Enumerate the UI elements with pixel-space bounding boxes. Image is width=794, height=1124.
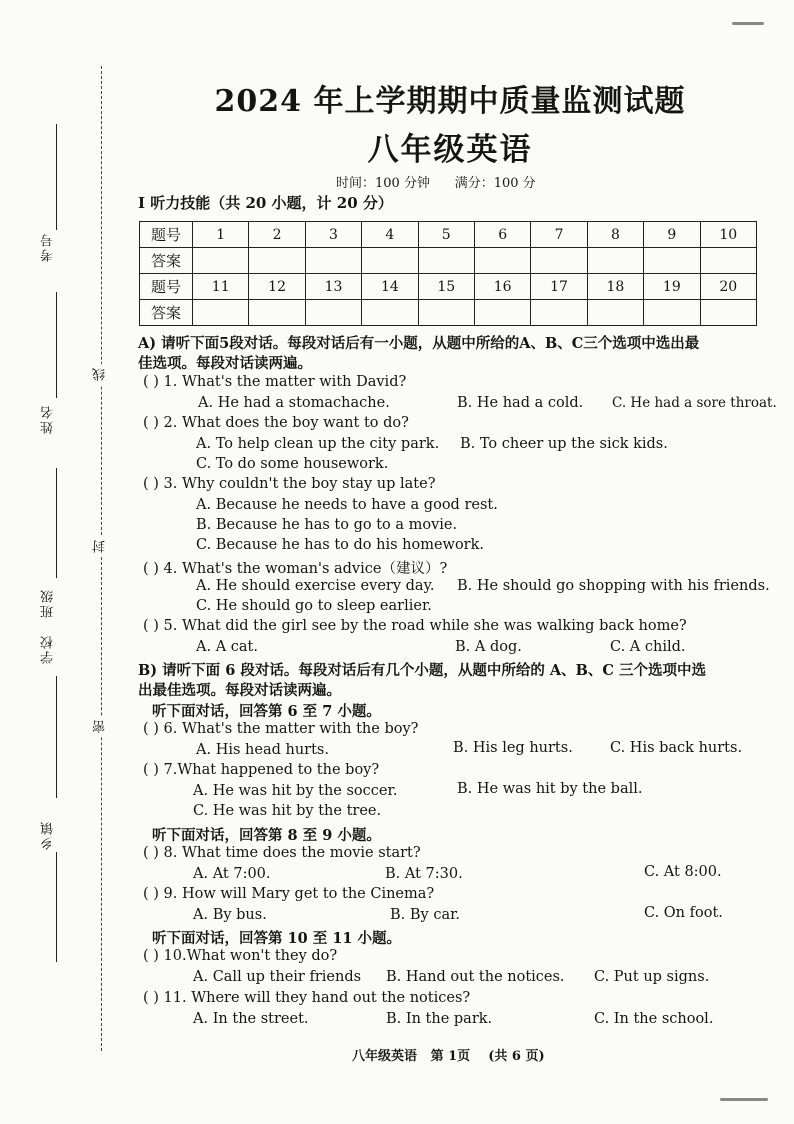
q11-option-c: C. In the school. [594,1011,714,1027]
question-7-stem: ( ) 7.What happened to the boy? [143,762,380,778]
grid-num-cell: 4 [362,222,418,248]
grid-row-label: 题号 [140,222,193,248]
q10-option-c: C. Put up signs. [594,969,710,985]
answer-paren[interactable]: ( ) [143,886,159,902]
part-b-instruction-1: B) 请听下面 6 段对话。每段对话后有几个小题，从题中所给的 A、B、C 三个选项中选 [138,662,706,679]
grid-num-cell: 7 [531,222,587,248]
grid-answer-cell[interactable] [249,300,305,326]
grid-answer-cell[interactable] [193,248,249,274]
grid-answer-cell[interactable] [700,248,756,274]
grid-answer-cell[interactable] [305,300,361,326]
grid-answer-cell[interactable] [644,300,700,326]
answer-paren[interactable]: ( ) [143,762,159,778]
q5-option-c: C. A child. [610,639,686,655]
answer-paren[interactable]: ( ) [143,561,159,577]
grid-answer-cell[interactable] [700,300,756,326]
grid-num-cell: 2 [249,222,305,248]
answer-paren[interactable]: ( ) [143,990,159,1006]
fold-mark-mi: 密 [94,716,110,737]
answer-paren[interactable]: ( ) [143,618,159,634]
grid-num-cell: 19 [644,274,700,300]
page-footer: 八年级英语 第 1页 (共 6 页) [352,1049,545,1064]
part-a-instruction-1: A) 请听下面5段对话。每段对话后有一小题，从题中所给的A、B、C三个选项中选出最 [138,335,700,352]
exam-no-label: 考号 [41,232,56,262]
answer-paren[interactable]: ( ) [143,415,159,431]
grid-num-cell: 15 [418,274,474,300]
grid-answer-cell[interactable] [362,248,418,274]
grid-answer-cell[interactable] [362,300,418,326]
grid-answer-cell[interactable] [305,248,361,274]
grid-num-cell: 13 [305,274,361,300]
grid-row-label: 题号 [140,274,193,300]
grid-answer-cell[interactable] [474,248,530,274]
class-label: 班级 [41,588,56,618]
exam-no-line [56,124,57,230]
q5-option-b: B. A dog. [455,639,522,655]
grid-answer-cell[interactable] [418,300,474,326]
q3-option-a: A. Because he needs to have a good rest. [196,497,498,513]
q2-option-c: C. To do some housework. [196,456,389,472]
name-label: 姓名 [41,404,56,434]
grid-answer-cell[interactable] [587,300,643,326]
grid-answer-cell[interactable] [587,248,643,274]
grid-num-cell: 16 [474,274,530,300]
school-label: 学校 [41,634,56,664]
answer-paren[interactable]: ( ) [143,845,159,861]
q8-option-c: C. At 8:00. [644,864,722,880]
question-8-stem: ( ) 8. What time does the movie start? [143,845,421,861]
grid-answer-cell[interactable] [531,248,587,274]
q10-option-a: A. Call up their friends [193,969,362,985]
q4-option-c: C. He should go to sleep earlier. [196,598,432,614]
question-11-stem: ( ) 11. Where will they hand out the notices? [143,990,471,1006]
q1-option-a: A. He had a stomachache. [198,395,390,411]
fold-mark-xian: 线 [94,364,110,385]
grid-answer-cell[interactable] [249,248,305,274]
grid-answer-cell[interactable] [474,300,530,326]
grid-num-cell: 9 [644,222,700,248]
q1-option-b: B. He had a cold. [457,395,584,411]
grid-row-label: 答案 [140,300,193,326]
grid-num-cell: 17 [531,274,587,300]
q9-option-b: B. By car. [390,907,461,923]
q3-option-b: B. Because he has to go to a movie. [196,517,458,533]
q1-option-c: C. He had a sore throat. [612,395,777,411]
question-2-stem: ( ) 2. What does the boy want to do? [143,415,409,431]
binding-dashed-line [101,66,102,1051]
q11-option-b: B. In the park. [386,1011,493,1027]
exam-subtitle: 八年级英语 [367,132,533,168]
grid-num-cell: 5 [418,222,474,248]
q4-option-b: B. He should go shopping with his friends. [457,578,770,594]
q2-option-b: B. To cheer up the sick kids. [460,436,668,452]
grid-answer-cell[interactable] [531,300,587,326]
q8-option-b: B. At 7:30. [385,866,463,882]
grid-num-cell: 1 [193,222,249,248]
grid-num-cell: 11 [193,274,249,300]
question-6-stem: ( ) 6. What's the matter with the boy? [143,721,419,737]
grid-num-cell: 8 [587,222,643,248]
part-b-subheading-1: 听下面对话，回答第 6 至 7 小题。 [152,703,381,720]
scan-mark-bottom [720,1098,768,1101]
answer-paren[interactable]: ( ) [143,374,159,390]
scan-mark-top [732,22,764,25]
exam-meta: 时间：100 分钟 满分：100 分 [336,176,536,191]
answer-paren[interactable]: ( ) [143,476,159,492]
part-b-subheading-2: 听下面对话，回答第 8 至 9 小题。 [152,827,381,844]
question-1-stem: ( ) 1. What's the matter with David? [143,374,407,390]
name-line [56,292,57,398]
grid-row-nums-1 [140,222,757,248]
grid-num-cell: 10 [700,222,756,248]
grid-num-cell: 18 [587,274,643,300]
answer-paren[interactable]: ( ) [143,721,159,737]
exam-title: 2024 年上学期期中质量监测试题 [214,84,686,119]
part-b-instruction-2: 出最佳选项。每段对话读两遍。 [138,682,341,699]
answer-paren[interactable]: ( ) [143,948,159,964]
grid-row-answers-2 [140,300,757,326]
q5-option-a: A. A cat. [196,639,258,655]
q3-option-c: C. Because he has to do his homework. [196,537,485,553]
q6-option-b: B. His leg hurts. [453,740,573,756]
section-title: I 听力技能（共 20 小题，计 20 分） [138,194,393,212]
q9-option-a: A. By bus. [193,907,267,923]
q8-option-a: A. At 7:00. [193,866,271,882]
q7-option-a: A. He was hit by the soccer. [193,783,398,799]
q6-option-a: A. His head hurts. [196,742,329,758]
q10-option-b: B. Hand out the notices. [386,969,565,985]
q2-option-a: A. To help clean up the city park. [196,436,440,452]
grid-row-answers-1 [140,248,757,274]
grid-num-cell: 20 [700,274,756,300]
school-line [56,676,57,798]
q7-option-b: B. He was hit by the ball. [457,781,643,797]
grid-num-cell: 3 [305,222,361,248]
part-b-subheading-3: 听下面对话，回答第 10 至 11 小题。 [152,930,402,947]
question-4-stem: ( ) 4. What's the woman's advice（建议）? [143,561,448,577]
grid-answer-cell[interactable] [193,300,249,326]
q9-option-c: C. On foot. [644,905,723,921]
q7-option-c: C. He was hit by the tree. [193,803,382,819]
town-line [56,852,57,962]
grid-answer-cell[interactable] [644,248,700,274]
question-5-stem: ( ) 5. What did the girl see by the road while she was walking back home? [143,618,687,634]
part-a-instruction-2: 佳选项。每段对话读两遍。 [138,355,312,372]
q4-option-a: A. He should exercise every day. [196,578,435,594]
grid-answer-cell[interactable] [418,248,474,274]
grid-row-label: 答案 [140,248,193,274]
grid-row-nums-2 [140,274,757,300]
answer-grid [139,221,757,326]
question-9-stem: ( ) 9. How will Mary get to the Cinema? [143,886,435,902]
grid-num-cell: 12 [249,274,305,300]
q11-option-a: A. In the street. [193,1011,309,1027]
grid-num-cell: 6 [474,222,530,248]
class-line [56,468,57,578]
fold-mark-feng: 封 [94,536,110,557]
question-3-stem: ( ) 3. Why couldn't the boy stay up late? [143,476,436,492]
grid-num-cell: 14 [362,274,418,300]
question-10-stem: ( ) 10.What won't they do? [143,948,338,964]
town-label: 乡镇 [41,820,56,850]
q6-option-c: C. His back hurts. [610,740,743,756]
